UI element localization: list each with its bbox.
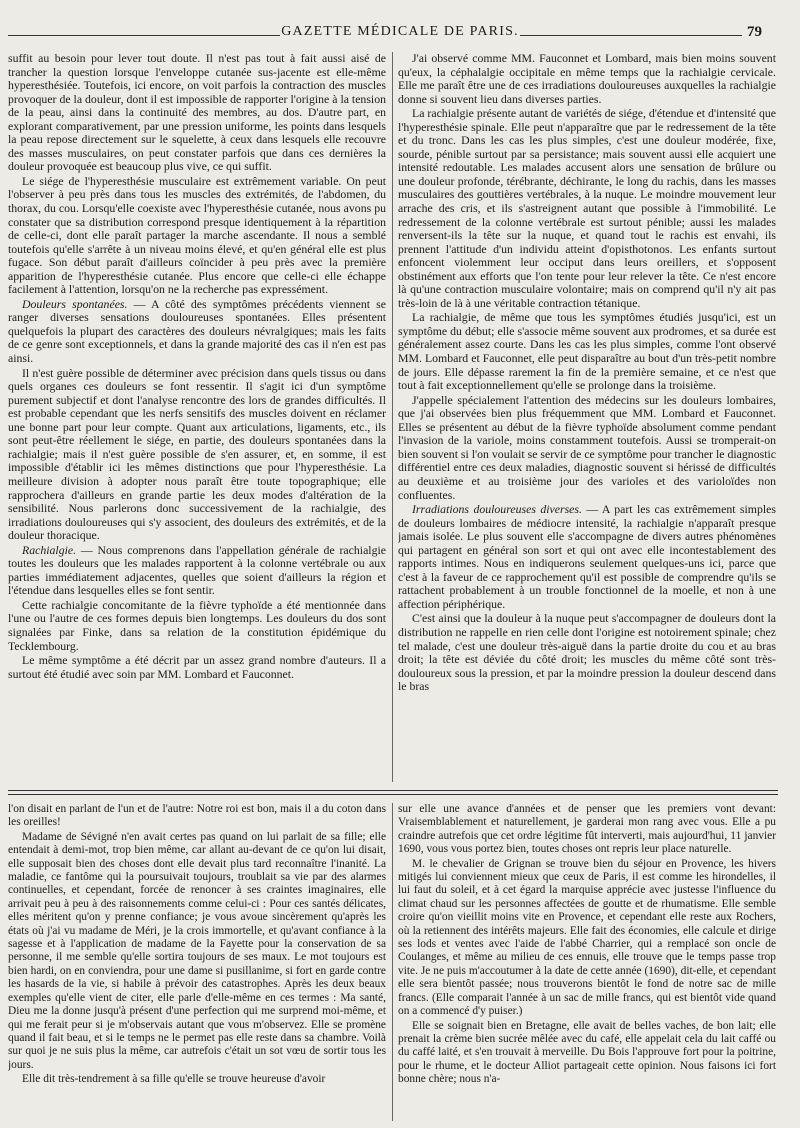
column-divider — [392, 52, 393, 782]
paragraph: Le siége de l'hyperesthésie musculaire est extrêmement variable. On peut l'observer à peu près dans tous les muscles des extrémités, de l'abdomen, du thorax, du cou. Lorsqu'elle coexiste avec l'hyperesthésie cutanée, nous avons pu constater que sa distribution correspond presque identiquement à la répartition de celle-ci, dont elle paraît partager la marche ascendante. Il nous a semblé toutefois qu'elle s'arrête à un niveau moins élevé, et qu'en général elle est plus fugace. Son début paraît d'ailleurs coïncider à peu près avec la première apparition de l'hyperesthésie cutanée. Plus encore que celle-ci elle échappe facilement à l'attention, lorsqu'on ne la recherche pas expressément. — [8, 173, 386, 297]
column-divider — [392, 803, 393, 1121]
paragraph-text: — A côté des symptômes précédents viennent se ranger diverses sensations douloureuses spontanées. Elles présentent quelquefois la plupart des caractères des douleurs névralgiques; mais les faits de ce genre sont exceptionnels, et dans la grande majorité des cas il n'en est pas ainsi. — [8, 296, 386, 366]
paragraph: Madame de Sévigné n'en avait certes pas quand on lui parlait de sa fille; elle entendait à demi-mot, trop bien même, car allant au-devant de ce qu'on lui disait, elle supposait bien des choses dont elle devait plus tard reconnaître l'inanité. La maladie, ce fantôme qui la poursuivait toujours, troublait sa vie par des alarmes continuelles, et cependant, forcée de renoncer à ses craintes imaginaires, elle arrivait peu à peu à des raisonnements comme celui-ci : Pour ces santés délicates, elles méritent qu'on y prenne confiance; je vous avoue sincèrement qu'après les états où j'ai vu madame de Méri, je la crois immortelle, et qu'avant confiance à la sagesse et à l'application de madame de la Fayette pour la conservation de sa personne, il me semble qu'elle sortira toujours de ses maux. Le mot toujours est bien hardi, on en conviendra, pour une dame si pusillanime, si fort en garde contre les hasards de la vie, si habile à prévoir des catastrophes. Après les deux beaux exemples qu'elle vient de citer, elle parle d'elle-même en ces termes : Ma santé, Dieu me la donne jusqu'à présent d'une perfection qui me surprend moi-même, et qui me ferait peur si je m'observais autant que vous m'observez. Elle se promène quand il fait beau, et si le temps ne le permet pas elle reste dans sa chambre. Voilà sur quoi je ne suis plus la même, car autrefois c'était un sot vœu de sortir tous les jours. — [8, 830, 386, 1071]
feuilleton-column-left — [8, 803, 386, 1121]
paragraph: suffit au besoin pour lever tout doute. Il n'est pas tout à fait aussi aisé de trancher la question lorsque l'enveloppe cutanée sus-jacente est elle-même hyperesthésiée. Toutefois, ici encore, on voit parfois la contraction des muscles provoquer de la douleur, dont il est impossible de rapporter l'origine à la tension de la peau, ainsi dans la continuité des membres, au dos. D'autre part, en explorant comparativement, par une pression uniforme, les points dans lesquels la peau repose directement sur le squelette, à ceux dans lesquels elle recouvre des masses musculaires, on peut constater parfois que dans ces dernières la douleur provoquée est beaucoup plus vive, ce qui suffit. — [8, 52, 386, 174]
paragraph: J'appelle spécialement l'attention des médecins sur les douleurs lombaires, que j'ai observées bien plus fréquemment que MM. Lombard et Fauconnet. Elles se présentent au début de la fièvre typhoïde absolument comme pendant l'invasion de la variole, moins constamment toutefois. Aussi se tromperait-on bien souvent si l'on voulait se servir de ce symptôme pour trancher le diagnostic différentiel entre ces deux maladies, diagnostic souvent si hérissé de difficultés au deuxième et au troisième jour des varioles et des varioloïdes non confluentes. — [398, 392, 776, 502]
section-heading: Rachialgie. — [22, 542, 77, 557]
page-number: 79 — [747, 24, 762, 40]
article-column-left — [8, 52, 386, 784]
journal-title: GAZETTE MÉDICALE DE PARIS. — [281, 24, 519, 39]
page-header — [0, 24, 800, 44]
paragraph: La rachialgie, de même que tous les symptômes étudiés jusqu'ici, est un symptôme du début; elle s'associe même souvent aux prodromes, et sa durée est généralement assez courte. Dans les cas les plus simples, comme l'ont observé MM. Lombard et Fauconnet, elle peut disparaître au bout d'un très-petit nombre de jours. Elle dépasse rarement la fin de la première semaine, et ce n'est que tout à fait exceptionnellement qu'elle se prolonge dans la troisième. — [398, 310, 776, 393]
paragraph-text: — Nous comprenons dans l'appellation générale de rachialgie toutes les douleurs que les malades rapportent à la colonne vertébrale ou aux parties immédiatement adjacentes, quelles que soient d'ailleurs la région et l'étendue dans lesquelles elles se font sentir. — [8, 542, 386, 598]
feuilleton-column-right — [398, 803, 776, 1121]
paragraph: Il n'est guère possible de déterminer avec précision dans quels tissus ou dans quels organes ces douleurs se font ressentir. Il s'agit ici d'un symptôme purement subjectif et dont l'analyse rencontre des lors de grandes difficultés. Il est probable cependant que les nerfs sensitifs des muscles doivent en réclamer une bonne part pour leur compte. Quant aux articulations, ligaments, etc., ils sont peut-être réellement le siége, en partie, des douleurs spontanées dans la rachialgie; mais il n'est guère possible de s'en assurer, et, en somme, il est impossible d'établir ici les mêmes distinctions que pour l'hyperesthésie. La meilleure division à adopter nous paraît être toute topographique; elle rapprochera d'ailleurs en grande partie les deux modes d'altération de la sensibilité. Nous parlerons donc successivement de la rachialgie, des irradiations douloureuses qui s'y associent, des douleurs des extrémités, et de la douleur thoracique. — [8, 365, 386, 543]
section-heading: Douleurs spontanées. — [22, 296, 128, 311]
paragraph: La rachialgie présente autant de variétés de siége, d'étendue et d'intensité que l'hyperesthésie spinale. Elle peut n'apparaître que par le redressement de la tête et du tronc. Dans les cas les plus simples, c'est une douleur modérée, fixe, sourde, pénible surtout par sa persistance; mais souvent aussi elle acquiert une intensité redoutable. Les malades accusent alors une sensation de brûlure ou une douleur profonde, térébrante, déchirante, le long du rachis, dans les masses musculaires des gouttières vertébrales, à la nuque. Le moindre mouvement leur arrache des cris, et ils s'astreignent autant que possible à l'immobilité. Le redressement de la colonne vertébrale est surtout pénible; aussi les malades renversent-ils la tête sur la nuque, et quand tout le rachis est envahi, ils prennent l'attitude d'un individu atteint d'opisthotonos. Les enfants surtout enfoncent violemment leur occiput dans leurs oreillers, et s'opposent obstinément aux efforts que l'on tente pour leur relever la tête. Ce n'est encore là qu'une contraction musculaire volontaire; mais on comprend qu'il n'y ait pas très-loin de là à une véritable contraction tétanique. — [398, 106, 776, 310]
paragraph: Le même symptôme a été décrit par un assez grand nombre d'auteurs. Il a surtout été étudié avec soin par MM. Lombard et Fauconnet. — [8, 653, 386, 681]
section-heading: Irradiations douloureuses diverses. — [412, 502, 582, 517]
paragraph-text: — A part les cas extrêmement simples de douleurs lombaires de médiocre intensité, la rachialgie n'apparaît presque jamais isolée. Le plus souvent elle s'accompagne de divers autres phénomènes qui partagent en général son sort et qui ont avec elle incontestablement des rapports intimes. Nous en indiquerons seulement quelques-uns ici, parce que c'est à la faveur de ce rapprochement qu'il est possible de comprendre qu'ils se rattachent probablement à un trouble fonctionnel de la moelle, et non à une affection périphérique. — [398, 502, 776, 611]
paragraph — [8, 544, 386, 598]
feuilleton-rule-top — [8, 790, 778, 791]
paragraph: Elle se soignait bien en Bretagne, elle avait de belles vaches, de bon lait; elle prenait la crème bien sucrée mêlée avec du café, elle appelait cela du lait caffé ou du caffé laité, et s'en trouvait à merveille. Du Bois l'approuve fort pour la poitrine, pour le rhume, et le docteur Alliot partageait cette opinion. Nous faisons ici fort bonne chère; nous n'a- — [398, 1019, 776, 1086]
paragraph: Elle dit très-tendrement à sa fille qu'elle se trouve heureuse d'avoir — [22, 1073, 326, 1086]
header-rule-right — [520, 35, 742, 36]
paragraph: C'est ainsi que la douleur à la nuque peut s'accompagner de douleurs dont la distribution ne rappelle en rien celle dont l'origine est notoirement spinale; chez tel malade, c'est une douleur très-aiguë dans la partie droite du cou et au bras droit; la tête est déviée du côté droit; les muscles du même côté sont très-douloureux sous la pression, et par la moindre pression la douleur descend dans le bras — [398, 611, 776, 694]
paragraph: sur elle une avance d'années et de penser que les premiers vont devant: Vraisemblablement et naturellement, je garderai mon rang avec vous. Elle a pu craindre autrefois que cet ordre légitime fût interverti, mais aujourd'hui, 11 janvier 1690, vous vous portez bien, toutes choses ont repris leur place naturelle. — [398, 803, 776, 856]
paragraph: Cette rachialgie concomitante de la fièvre typhoïde a été mentionnée dans l'une ou l'autre de ces formes depuis bien longtemps. Les douleurs du dos sont signalées par Finke, dans sa relation de la constitution épidémique du Tecklembourg. — [8, 597, 386, 653]
paragraph: J'ai observé comme MM. Fauconnet et Lombard, mais bien moins souvent qu'eux, la céphalalgie occipitale en même temps que la rachialgie cervicale. Elle me paraît être une de ces irradiations douloureuses auxquelles la rachialgie donne si souvent lieu dans diverses parties. — [398, 52, 776, 106]
paragraph — [398, 503, 776, 611]
feuilleton-rule-bottom — [8, 794, 778, 795]
paragraph: l'on disait en parlant de l'un et de l'autre: Notre roi est bon, mais il a du coton dans les oreilles! — [8, 803, 386, 829]
paragraph: M. le chevalier de Grignan se trouve bien du séjour en Provence, les hivers mitigés lui conviennent mieux que ceux de Paris, il est comme les hirondelles, il lui faut du soleil, et à cet égard la marquise apprécie avec justesse l'influence du climat chaud sur les personnes affectées de goutte et de rhumatisme. Elle semble croire qu'on vieillit moins vite en Provence, et cependant elle reste aux Rochers, où la retiennent des intérêts majeurs. Elle fait des économies, elle calcule et dirige ses lods et ventes avec l'aide de l'abbé Charrier, qui a remplacé son oncle de Coulanges, et même au milieu de ces ennuis, elle trouve que le temps passe trop vite. Je ne puis m'accoutumer à la date de cette année (1690), dit-elle, et cependant elle sera bientôt passée; nous trouverons bientôt le fond de notre sac de mille francs. (Elle comparait l'année à un sac de mille francs, qui est bientôt vide quand on a commencé d'y puiser.) — [398, 857, 776, 1018]
article-column-right — [398, 52, 776, 784]
paragraph — [8, 298, 386, 366]
